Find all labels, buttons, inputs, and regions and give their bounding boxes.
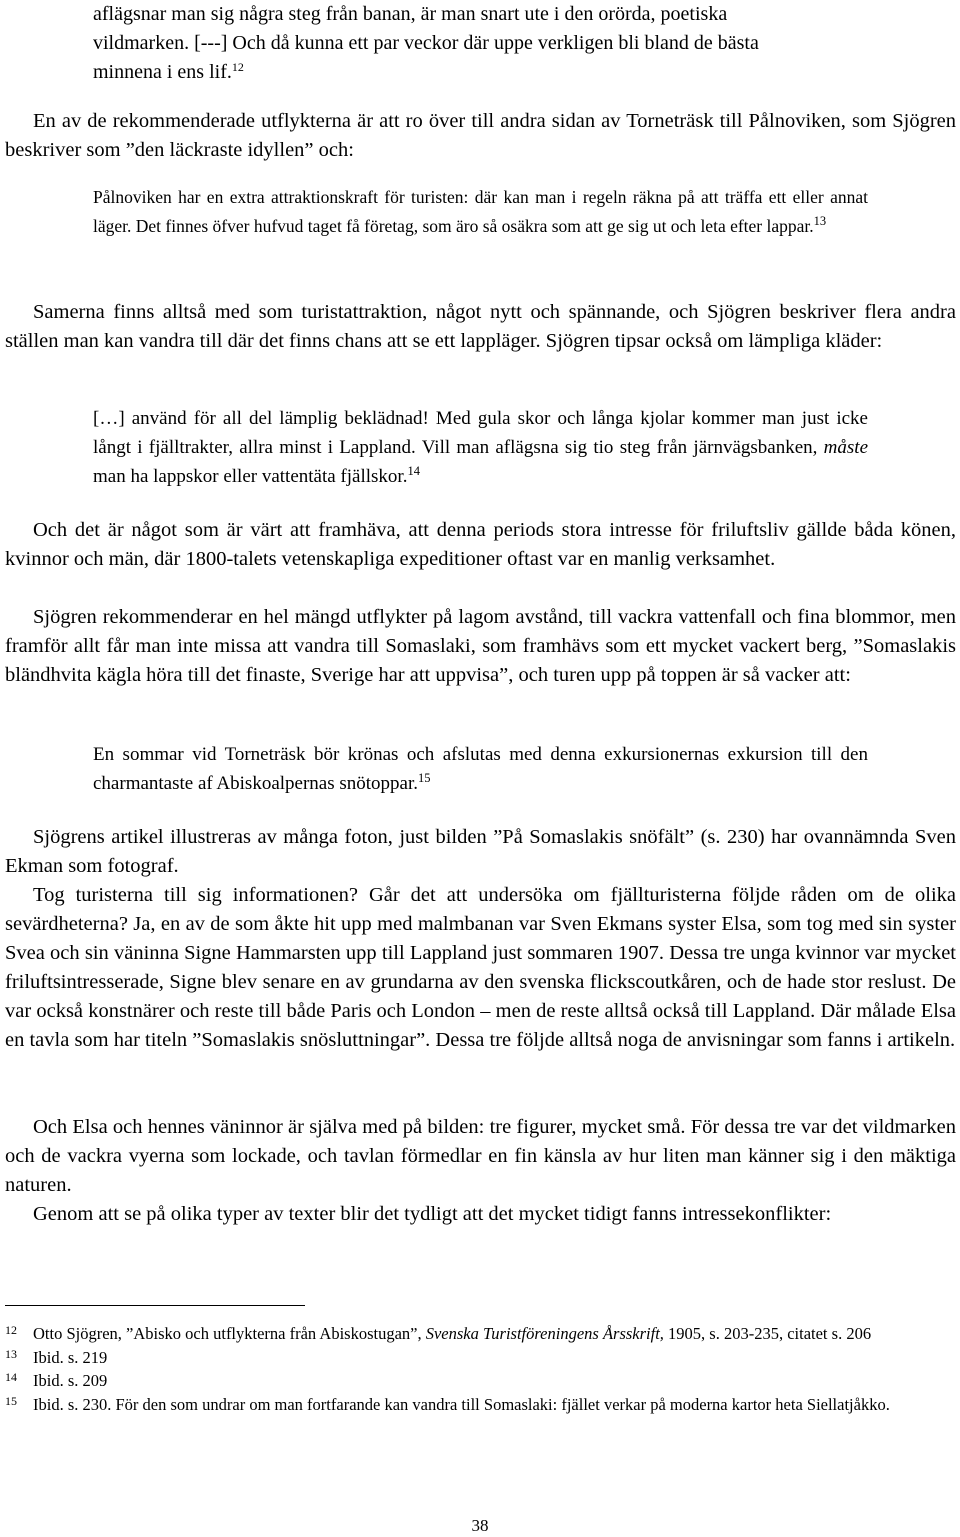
quote-2-text-post: man ha lappskor eller vattentäta fjällskor. xyxy=(93,466,408,487)
page-number: 38 xyxy=(471,1516,489,1535)
quote-2-emphasis: måste xyxy=(823,437,868,458)
intro-line-3-wrap xyxy=(93,58,893,87)
footnote-number: 14 xyxy=(5,1370,17,1384)
paragraph-3: Och det är något som är värt att framhäva, att denna periods stora intresse för friluftsliv gällde båda könen, kvinnor och män, där 1800-talets vetenskapliga expeditioner oftast var en manlig verksamhet. xyxy=(5,519,956,570)
quote-3 xyxy=(93,740,868,798)
footnote-number: 15 xyxy=(5,1393,17,1408)
footnote-15 xyxy=(5,1393,956,1417)
footnote-number: 13 xyxy=(5,1346,17,1361)
footnote-12-post: 1905, s. 203-235, citatet s. 206 xyxy=(668,1324,872,1343)
quote-2 xyxy=(93,404,868,491)
footnote-ref-13: 13 xyxy=(813,214,827,228)
footnote-number: 12 xyxy=(5,1323,17,1337)
intro-line-1: aflägsnar man sig några steg från banan, är man snart ute i den orörda, poetiska xyxy=(93,3,728,25)
footnote-text xyxy=(33,1322,956,1346)
footnote-text: Ibid. s. 209 xyxy=(33,1371,108,1390)
quote-1 xyxy=(93,183,868,241)
footnote-ref-12: 12 xyxy=(231,60,244,74)
paragraph-8: Genom att se på olika typer av texter blir det tydligt att det mycket tidigt fanns intressekonflikter: xyxy=(33,1203,832,1225)
quote-2-text-pre: […] använd för all del lämplig beklädnad! Med gula skor och långa kjolar kommer man just icke långt i fjälltrakter, allra minst i Lappland. Vill man aflägsna sig tio steg från järnvägsbanken, xyxy=(93,408,868,458)
footnote-ref-14: 14 xyxy=(407,464,420,478)
footnote-separator xyxy=(5,1305,305,1306)
footnote-12-pre: Otto Sjögren, ”Abisko och utflykterna från Abiskostugan”, xyxy=(33,1324,422,1343)
footnote-14 xyxy=(5,1369,956,1393)
footnotes xyxy=(5,1322,956,1416)
footnote-13 xyxy=(5,1346,956,1370)
intro-line-2: vildmarken. [---] Och då kunna ett par veckor där uppe verkligen bli bland de bästa xyxy=(93,32,759,54)
paragraph-6: Tog turisterna till sig informationen? Går det att undersöka om fjällturisterna följde råden om de olika sevärdheterna? Ja, en av de som åkte hit upp med malmbanan var Sven Ekmans syster Elsa, som tog med sin syster Svea och sin väninna Signe Hammarsten upp till Lappland just sommaren 1907. Dessa tre unga kvinnor var mycket friluftsintresserade, Signe blev senare en av grundarna av den svenska flickscoutkåren, och de hade stor reslust. De var också konstnärer och reste till både Paris och London – men de reste alltså också till Lappland. Där målade Elsa en tavla som har titeln ”Somaslakis snösluttningar”. Dessa tre följde alltså noga de anvisningar som fanns i artikeln. xyxy=(5,884,956,1051)
quote-1-text: Pålnoviken har en extra attraktionskraft för turisten: där kan man i regeln räkna på att träffa ett eller annat läger. Det finnes öfver hufvud taget få företag, som äro så osäkra som att ge sig ut och leta efter lappar. xyxy=(93,187,868,236)
footnote-text: Ibid. s. 219 xyxy=(33,1347,108,1367)
footnote-text: Ibid. s. 230. För den som undrar om man fortfarande kan vandra till Somaslaki: fjället verkar på moderna kartor heta Siellatjåkko. xyxy=(33,1394,890,1414)
footnote-12-title: Svenska Turistföreningens Årsskrift, xyxy=(425,1324,664,1343)
footnote-ref-15: 15 xyxy=(418,771,431,785)
paragraph-4: Sjögren rekommenderar en hel mängd utflykter på lagom avstånd, till vackra vattenfall och fina blommor, men framför allt får man inte missa att vandra till Somaslaki, som framhävs som ett mycket vackert berg, ”Somaslakis bländhvita kägla höra till det finaste, Sverige har att uppvisa”, och turen upp på toppen är så vacker att: xyxy=(5,606,956,686)
paragraph-7: Och Elsa och hennes väninnor är själva med på bilden: tre figurer, mycket små. För dessa tre var det vildmarken och de vackra vyerna som lockade, och tavlan förmedlar en fin känsla av hur liten man känner sig i den mäktiga naturen. xyxy=(5,1116,956,1196)
paragraph-1: En av de rekommenderade utflykterna är att ro över till andra sidan av Torneträsk till Pålnoviken, som Sjögren beskriver som ”den läckraste idyllen” och: xyxy=(5,110,956,161)
quote-3-text: En sommar vid Torneträsk bör krönas och afslutas med denna exkursionernas exkursion till den charmantaste af Abiskoalpernas snötoppar. xyxy=(93,744,868,794)
intro-line-3: minnena i ens lif. xyxy=(93,61,232,83)
footnote-12 xyxy=(5,1322,956,1346)
intro-quote-continuation xyxy=(93,0,893,87)
paragraph-5: Sjögrens artikel illustreras av många foton, just bilden ”På Somaslakis snöfält” (s. 230) har ovannämnda Sven Ekman som fotograf. xyxy=(5,826,956,877)
paragraph-2: Samerna finns alltså med som turistattraktion, något nytt och spännande, och Sjögren beskriver flera andra ställen man kan vandra till där det finns chans att se ett lappläger. Sjögren tipsar också om lämpliga kläder: xyxy=(5,301,956,352)
